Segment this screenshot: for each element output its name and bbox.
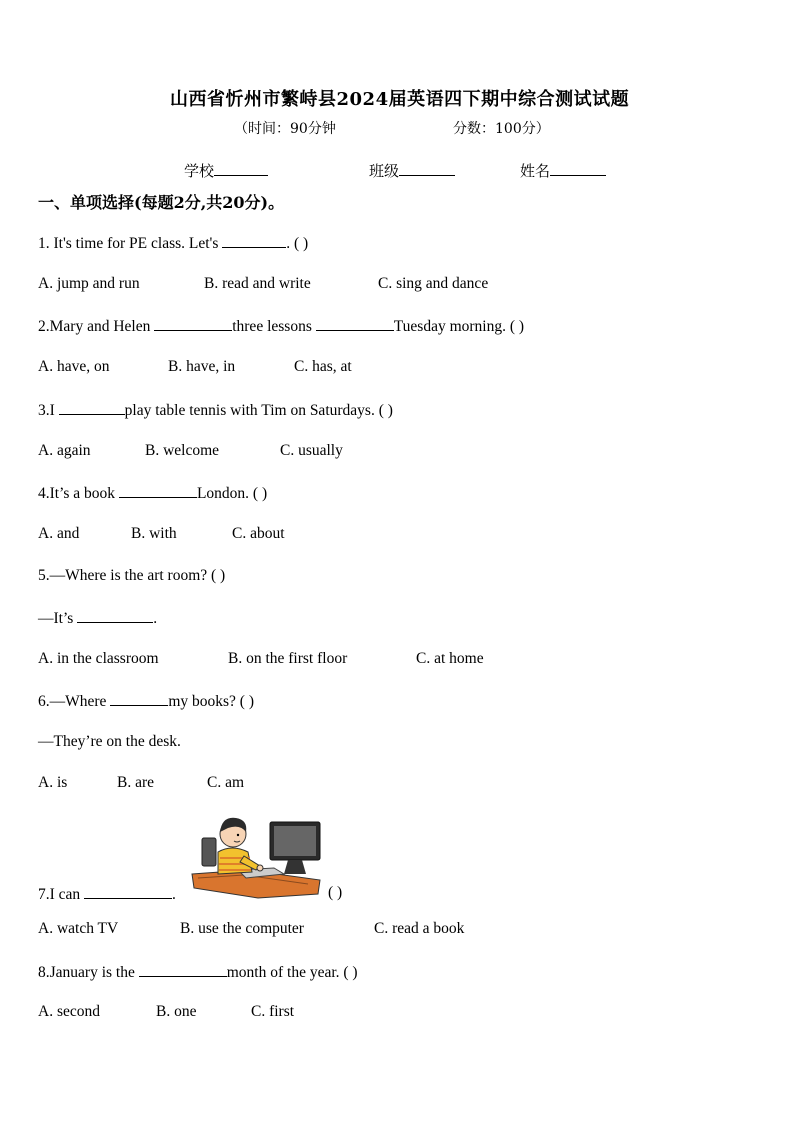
question-5: 5.—Where is the art room? ( ) — [38, 567, 226, 584]
option-b: B. are — [117, 774, 155, 791]
option-b: B. welcome — [145, 442, 220, 459]
option-b: B. use the computer — [180, 920, 304, 937]
section-heading: 一、单项选择(每题2分,共20分)。 — [38, 193, 285, 212]
option-b: B. have, in — [168, 358, 236, 375]
question-3-stem: 3.I — [38, 402, 59, 419]
question-4-stem: 4.It’s a book — [38, 485, 119, 502]
question-6-answer-line: —They’re on the desk. — [38, 733, 181, 750]
answer-blank — [77, 608, 153, 623]
answer-blank — [119, 483, 197, 498]
class-field — [369, 160, 455, 181]
class-label: 班级 — [369, 162, 400, 180]
option-c: C. am — [207, 774, 245, 791]
question-2-stem-mid: three lessons — [232, 318, 316, 335]
option-c: C. read a book — [374, 920, 465, 937]
page-title: 山西省忻州市繁峙县2024届英语四下期中综合测试试题 — [170, 89, 630, 110]
question-8-stem: 8.January is the — [38, 964, 139, 981]
time-label: （时间：90分钟 — [234, 121, 336, 137]
question-1-stem: 1. It's time for PE class. Let's — [38, 235, 223, 252]
answer-blank — [316, 316, 394, 331]
question-8 — [38, 962, 358, 982]
class-blank — [399, 161, 455, 176]
school-label: 学校 — [184, 162, 215, 180]
boy-using-computer-illustration — [188, 808, 330, 900]
school-field — [184, 160, 268, 181]
question-6-stem: 6.—Where — [38, 693, 111, 710]
option-a: A. watch TV — [38, 920, 119, 937]
option-c: C. first — [251, 1003, 295, 1020]
answer-blank — [222, 233, 286, 248]
question-8-paren: month of the year. ( ) — [226, 964, 358, 981]
option-a: A. jump and run — [38, 275, 140, 292]
option-a: A. again — [38, 442, 91, 459]
answer-blank — [154, 316, 232, 331]
question-7-stem-end: . — [172, 886, 176, 903]
question-5-answer-line — [38, 608, 157, 628]
question-7 — [38, 884, 176, 904]
option-b: B. with — [131, 525, 177, 542]
question-7-stem: 7.I can — [38, 886, 85, 903]
question-7-paren: ( ) — [328, 884, 343, 901]
answer-blank — [139, 962, 227, 977]
question-2-options — [38, 358, 638, 378]
option-b: B. read and write — [204, 275, 311, 292]
question-3-options — [38, 442, 638, 462]
question-4 — [38, 483, 267, 503]
answer-blank — [59, 400, 125, 415]
question-5-answer-suffix: . — [153, 610, 158, 627]
score-label: 分数：100分） — [453, 121, 550, 137]
option-b: B. on the first floor — [228, 650, 348, 667]
question-6-options — [38, 774, 638, 794]
question-1-options — [38, 275, 638, 295]
question-1 — [38, 233, 308, 253]
name-label: 姓名 — [520, 162, 551, 180]
question-6 — [38, 691, 254, 711]
answer-blank — [84, 884, 172, 899]
question-8-options — [38, 1003, 638, 1023]
option-c: C. sing and dance — [378, 275, 489, 292]
question-5-options — [38, 650, 638, 670]
option-c: C. usually — [280, 442, 343, 459]
option-a: A. have, on — [38, 358, 110, 375]
question-3 — [38, 400, 393, 420]
question-5-answer-prefix: —It’s — [38, 610, 78, 627]
option-a: A. and — [38, 525, 80, 542]
question-2-stem: 2.Mary and Helen — [38, 318, 155, 335]
question-4-paren: London. ( ) — [196, 485, 268, 502]
school-blank — [214, 161, 268, 176]
question-2-paren: Tuesday morning. ( ) — [393, 318, 525, 335]
question-6-paren: my books? ( ) — [168, 693, 254, 710]
question-7-options — [38, 920, 638, 940]
name-field — [520, 160, 606, 181]
option-b: B. one — [156, 1003, 197, 1020]
question-4-options — [38, 525, 638, 545]
option-c: C. about — [232, 525, 285, 542]
question-3-paren: play table tennis with Tim on Saturdays. ( ) — [124, 402, 393, 419]
question-1-paren: . ( ) — [286, 235, 309, 252]
question-2 — [38, 316, 524, 336]
option-a: A. is — [38, 774, 68, 791]
option-c: C. at home — [416, 650, 484, 667]
option-a: A. second — [38, 1003, 100, 1020]
option-a: A. in the classroom — [38, 650, 159, 667]
name-blank — [550, 161, 606, 176]
answer-blank — [110, 691, 168, 706]
option-c: C. has, at — [294, 358, 352, 375]
